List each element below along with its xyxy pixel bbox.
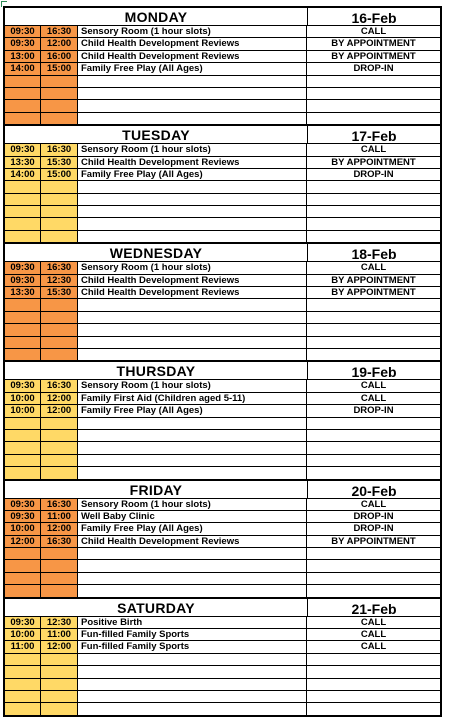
end-time-cell[interactable] <box>41 679 78 690</box>
end-time-cell[interactable] <box>41 666 78 677</box>
start-time-cell[interactable] <box>5 324 41 335</box>
booking-type-cell[interactable] <box>307 194 440 205</box>
day-header <box>5 126 440 144</box>
booking-type-cell[interactable] <box>307 231 440 242</box>
schedule-row <box>5 298 440 310</box>
end-time-cell[interactable]: 11:00 <box>41 629 78 640</box>
activity-cell[interactable] <box>78 442 307 453</box>
start-time-cell[interactable] <box>5 299 41 310</box>
start-time-cell[interactable]: 09:30 <box>5 617 41 628</box>
day-name[interactable]: FRIDAY <box>5 481 308 498</box>
booking-type-cell[interactable]: CALL <box>360 392 387 404</box>
booking-type-cell[interactable] <box>307 560 440 571</box>
schedule-row <box>5 323 440 335</box>
activity-cell[interactable] <box>78 337 307 348</box>
activity-cell[interactable] <box>78 430 307 441</box>
start-time-cell[interactable] <box>5 113 41 124</box>
activity-cell[interactable] <box>78 560 307 571</box>
booking-type-cell[interactable] <box>307 430 440 441</box>
day-block-monday <box>3 6 442 124</box>
start-time-cell[interactable]: 13:00 <box>5 51 41 62</box>
end-time-cell[interactable] <box>41 181 78 192</box>
schedule-row <box>5 702 440 714</box>
start-time-cell[interactable] <box>5 181 41 192</box>
start-time-cell[interactable] <box>5 679 41 690</box>
end-time-cell[interactable] <box>41 703 78 714</box>
end-time-cell[interactable]: 12:00 <box>41 641 78 652</box>
activity-cell[interactable] <box>78 218 307 229</box>
activity-cell[interactable]: Child Health Development Reviews <box>78 287 307 298</box>
end-time-cell[interactable]: 16:30 <box>41 380 78 391</box>
activity-cell[interactable] <box>78 324 307 335</box>
start-time-cell[interactable]: 09:30 <box>5 499 41 510</box>
start-time-cell[interactable] <box>5 585 41 596</box>
schedule-row <box>5 348 440 360</box>
schedule-row <box>5 441 440 453</box>
end-time-cell[interactable] <box>41 337 78 348</box>
start-time-cell[interactable] <box>5 703 41 714</box>
booking-type-cell[interactable]: CALL <box>360 380 387 392</box>
booking-type-cell[interactable] <box>307 585 440 596</box>
day-block-thursday <box>3 360 442 478</box>
end-time-cell[interactable] <box>41 467 78 478</box>
day-block-wednesday <box>3 242 442 360</box>
start-time-cell[interactable]: 12:00 <box>5 536 41 547</box>
schedule-row <box>5 466 440 478</box>
end-time-cell[interactable] <box>41 88 78 99</box>
end-time-cell[interactable] <box>41 560 78 571</box>
schedule-row <box>5 417 440 429</box>
booking-type-cell[interactable] <box>307 100 440 111</box>
booking-type-cell[interactable]: DROP-IN <box>353 523 394 535</box>
day-header <box>5 362 440 380</box>
booking-type-cell[interactable] <box>307 467 440 478</box>
end-time-cell[interactable] <box>41 231 78 242</box>
schedule-row <box>5 205 440 217</box>
start-time-cell[interactable]: 13:30 <box>5 157 41 168</box>
start-time-cell[interactable] <box>5 218 41 229</box>
start-time-cell[interactable] <box>5 548 41 559</box>
booking-type-cell[interactable]: CALL <box>360 26 387 37</box>
schedule-row <box>5 617 440 628</box>
end-time-cell[interactable]: 16:30 <box>41 144 78 155</box>
schedule-row <box>5 678 440 690</box>
day-header <box>5 244 440 262</box>
start-time-cell[interactable] <box>5 206 41 217</box>
day-name[interactable]: MONDAY <box>5 8 308 25</box>
schedule-row <box>5 168 440 180</box>
end-time-cell[interactable]: 16:30 <box>41 536 78 547</box>
schedule-row <box>5 156 440 168</box>
activity-cell[interactable] <box>78 654 307 665</box>
booking-type-cell[interactable]: DROP-IN <box>353 63 394 75</box>
booking-type-cell[interactable] <box>307 418 440 429</box>
booking-type-cell[interactable] <box>307 691 440 702</box>
schedule-row <box>5 99 440 111</box>
end-time-cell[interactable]: 16:30 <box>41 262 78 273</box>
booking-type-cell[interactable] <box>307 349 440 360</box>
booking-type-cell[interactable]: CALL <box>360 641 387 653</box>
end-time-cell[interactable] <box>41 455 78 466</box>
schedule-row <box>5 429 440 441</box>
schedule-row <box>5 87 440 99</box>
activity-cell[interactable]: Sensory Room (1 hour slots) <box>78 26 307 37</box>
schedule-row <box>5 75 440 87</box>
day-date[interactable]: 20-Feb <box>351 482 397 499</box>
activity-cell[interactable] <box>78 573 307 584</box>
start-time-cell[interactable] <box>5 573 41 584</box>
activity-cell[interactable]: Sensory Room (1 hour slots) <box>78 499 307 510</box>
activity-cell[interactable]: Positive Birth <box>78 617 307 628</box>
booking-type-cell[interactable] <box>307 218 440 229</box>
day-header <box>5 599 440 617</box>
schedule-row <box>5 640 440 652</box>
end-time-cell[interactable]: 12:00 <box>41 405 78 416</box>
day-header <box>5 481 440 499</box>
schedule-row <box>5 336 440 348</box>
activity-cell[interactable]: Well Baby Clinic <box>78 511 307 522</box>
start-time-cell[interactable] <box>5 467 41 478</box>
activity-cell[interactable] <box>78 349 307 360</box>
start-time-cell[interactable] <box>5 691 41 702</box>
booking-type-cell[interactable] <box>307 455 440 466</box>
schedule-row <box>5 274 440 286</box>
schedule-sheet <box>3 6 442 717</box>
end-time-cell[interactable] <box>41 194 78 205</box>
start-time-cell[interactable]: 09:30 <box>5 262 41 273</box>
start-time-cell[interactable]: 09:30 <box>5 380 41 391</box>
booking-type-cell[interactable]: BY APPOINTMENT <box>331 274 416 286</box>
activity-cell[interactable]: Child Health Development Reviews <box>78 51 307 62</box>
start-time-cell[interactable]: 09:30 <box>5 275 41 286</box>
day-date[interactable]: 21-Feb <box>351 600 397 617</box>
activity-cell[interactable]: Family Free Play (All Ages) <box>78 405 307 416</box>
booking-type-cell[interactable]: CALL <box>360 629 387 641</box>
start-time-cell[interactable]: 10:00 <box>5 523 41 534</box>
end-time-cell[interactable] <box>41 654 78 665</box>
booking-type-cell[interactable]: DROP-IN <box>353 510 394 522</box>
end-time-cell[interactable]: 15:00 <box>41 63 78 74</box>
booking-type-cell[interactable] <box>307 442 440 453</box>
booking-type-cell[interactable] <box>307 548 440 559</box>
end-time-cell[interactable] <box>41 349 78 360</box>
activity-cell[interactable] <box>78 703 307 714</box>
activity-cell[interactable]: Family Free Play (All Ages) <box>78 523 307 534</box>
activity-cell[interactable] <box>78 548 307 559</box>
start-time-cell[interactable] <box>5 231 41 242</box>
end-time-cell[interactable] <box>41 548 78 559</box>
booking-type-cell[interactable] <box>307 88 440 99</box>
start-time-cell[interactable] <box>5 88 41 99</box>
day-header <box>5 8 440 26</box>
end-time-cell[interactable] <box>41 430 78 441</box>
start-time-cell[interactable]: 09:30 <box>5 144 41 155</box>
start-time-cell[interactable]: 14:00 <box>5 63 41 74</box>
schedule-row <box>5 510 440 522</box>
activity-cell[interactable]: Fun-filled Family Sports <box>78 641 307 652</box>
schedule-row <box>5 217 440 229</box>
end-time-cell[interactable] <box>41 691 78 702</box>
end-time-cell[interactable]: 11:00 <box>41 511 78 522</box>
activity-cell[interactable]: Sensory Room (1 hour slots) <box>78 262 307 273</box>
activity-cell[interactable] <box>78 455 307 466</box>
activity-cell[interactable] <box>78 181 307 192</box>
booking-type-cell[interactable]: BY APPOINTMENT <box>331 50 416 62</box>
schedule-row <box>5 547 440 559</box>
activity-cell[interactable] <box>78 312 307 323</box>
day-date[interactable]: 19-Feb <box>351 364 397 381</box>
start-time-cell[interactable]: 09:30 <box>5 511 41 522</box>
booking-type-cell[interactable]: DROP-IN <box>353 405 394 417</box>
activity-cell[interactable] <box>78 88 307 99</box>
activity-cell[interactable]: Family Free Play (All Ages) <box>78 169 307 180</box>
activity-cell[interactable] <box>78 206 307 217</box>
start-time-cell[interactable] <box>5 666 41 677</box>
end-time-cell[interactable] <box>41 585 78 596</box>
end-time-cell[interactable]: 15:00 <box>41 169 78 180</box>
start-time-cell[interactable] <box>5 430 41 441</box>
end-time-cell[interactable]: 12:00 <box>41 393 78 404</box>
schedule-row <box>5 454 440 466</box>
activity-cell[interactable]: Child Health Development Reviews <box>78 157 307 168</box>
end-time-cell[interactable] <box>41 218 78 229</box>
activity-cell[interactable] <box>78 585 307 596</box>
activity-cell[interactable] <box>78 231 307 242</box>
schedule-row <box>5 180 440 192</box>
booking-type-cell[interactable] <box>307 324 440 335</box>
start-time-cell[interactable]: 10:00 <box>5 405 41 416</box>
activity-cell[interactable]: Child Health Development Reviews <box>78 275 307 286</box>
schedule-row <box>5 522 440 534</box>
activity-cell[interactable]: Sensory Room (1 hour slots) <box>78 144 307 155</box>
booking-type-cell[interactable]: BY APPOINTMENT <box>331 38 416 50</box>
end-time-cell[interactable] <box>41 442 78 453</box>
day-date[interactable]: 18-Feb <box>351 246 397 263</box>
schedule-row <box>5 286 440 298</box>
end-time-cell[interactable] <box>41 418 78 429</box>
start-time-cell[interactable]: 09:30 <box>5 38 41 49</box>
start-time-cell[interactable]: 14:00 <box>5 169 41 180</box>
booking-type-cell[interactable] <box>307 181 440 192</box>
booking-type-cell[interactable] <box>307 679 440 690</box>
booking-type-cell[interactable]: BY APPOINTMENT <box>331 156 416 168</box>
activity-cell[interactable]: Sensory Room (1 hour slots) <box>78 380 307 391</box>
day-block-tuesday <box>3 124 442 242</box>
booking-type-cell[interactable] <box>307 312 440 323</box>
end-time-cell[interactable] <box>41 312 78 323</box>
schedule-row <box>5 193 440 205</box>
activity-cell[interactable] <box>78 691 307 702</box>
booking-type-cell[interactable]: CALL <box>360 262 387 274</box>
start-time-cell[interactable] <box>5 312 41 323</box>
booking-type-cell[interactable]: BY APPOINTMENT <box>331 535 416 547</box>
schedule-row <box>5 559 440 571</box>
booking-type-cell[interactable] <box>307 666 440 677</box>
activity-cell[interactable]: Child Health Development Reviews <box>78 536 307 547</box>
day-date[interactable]: 16-Feb <box>351 10 397 26</box>
schedule-row <box>5 628 440 640</box>
start-time-cell[interactable] <box>5 442 41 453</box>
booking-type-cell[interactable] <box>307 113 440 124</box>
end-time-cell[interactable]: 12:30 <box>41 617 78 628</box>
schedule-row <box>5 26 440 37</box>
activity-cell[interactable]: Family Free Play (All Ages) <box>78 63 307 74</box>
end-time-cell[interactable] <box>41 206 78 217</box>
start-time-cell[interactable] <box>5 100 41 111</box>
day-block-saturday <box>3 597 442 717</box>
schedule-row <box>5 584 440 596</box>
activity-cell[interactable] <box>78 679 307 690</box>
booking-type-cell[interactable]: CALL <box>360 144 387 156</box>
booking-type-cell[interactable]: CALL <box>360 616 387 628</box>
end-time-cell[interactable]: 16:00 <box>41 51 78 62</box>
start-time-cell[interactable]: 09:30 <box>5 26 41 37</box>
activity-cell[interactable]: Child Health Development Reviews <box>78 38 307 49</box>
schedule-row <box>5 37 440 49</box>
activity-cell[interactable]: Family First Aid (Children aged 5-11) <box>78 393 307 404</box>
activity-cell[interactable]: Fun-filled Family Sports <box>78 629 307 640</box>
start-time-cell[interactable] <box>5 654 41 665</box>
end-time-cell[interactable]: 12:30 <box>41 275 78 286</box>
schedule-row <box>5 311 440 323</box>
activity-cell[interactable] <box>78 100 307 111</box>
start-time-cell[interactable] <box>5 560 41 571</box>
end-time-cell[interactable] <box>41 573 78 584</box>
booking-type-cell[interactable] <box>307 337 440 348</box>
end-time-cell[interactable] <box>41 113 78 124</box>
booking-type-cell[interactable] <box>307 573 440 584</box>
schedule-row <box>5 144 440 155</box>
day-block-friday <box>3 479 442 597</box>
schedule-row <box>5 230 440 242</box>
schedule-row <box>5 262 440 273</box>
schedule-row <box>5 112 440 124</box>
end-time-cell[interactable]: 16:30 <box>41 499 78 510</box>
booking-type-cell[interactable] <box>307 703 440 714</box>
schedule-row <box>5 653 440 665</box>
activity-cell[interactable] <box>78 467 307 478</box>
start-time-cell[interactable] <box>5 455 41 466</box>
booking-type-cell[interactable]: BY APPOINTMENT <box>331 287 416 299</box>
activity-cell[interactable] <box>78 299 307 310</box>
end-time-cell[interactable] <box>41 100 78 111</box>
schedule-row <box>5 572 440 584</box>
activity-cell[interactable] <box>78 666 307 677</box>
booking-type-cell[interactable] <box>307 206 440 217</box>
booking-type-cell[interactable] <box>307 76 440 87</box>
end-time-cell[interactable]: 16:30 <box>41 26 78 37</box>
booking-type-cell[interactable] <box>307 299 440 310</box>
activity-cell[interactable] <box>78 194 307 205</box>
booking-type-cell[interactable] <box>307 654 440 665</box>
schedule-row <box>5 392 440 404</box>
schedule-row <box>5 50 440 62</box>
schedule-row <box>5 62 440 74</box>
start-time-cell[interactable] <box>5 76 41 87</box>
end-time-cell[interactable] <box>41 76 78 87</box>
activity-cell[interactable] <box>78 113 307 124</box>
start-time-cell[interactable]: 10:00 <box>5 393 41 404</box>
day-name[interactable]: WEDNESDAY <box>5 244 308 261</box>
activity-cell[interactable] <box>78 418 307 429</box>
day-name[interactable]: THURSDAY <box>5 362 308 379</box>
booking-type-cell[interactable]: DROP-IN <box>353 168 394 180</box>
schedule-row <box>5 690 440 702</box>
start-time-cell[interactable]: 10:00 <box>5 629 41 640</box>
end-time-cell[interactable]: 12:00 <box>41 38 78 49</box>
start-time-cell[interactable] <box>5 337 41 348</box>
activity-cell[interactable] <box>78 76 307 87</box>
end-time-cell[interactable]: 15:30 <box>41 157 78 168</box>
end-time-cell[interactable] <box>41 324 78 335</box>
end-time-cell[interactable] <box>41 299 78 310</box>
schedule-row <box>5 535 440 547</box>
booking-type-cell[interactable]: CALL <box>360 498 387 510</box>
day-name[interactable]: TUESDAY <box>5 126 308 143</box>
start-time-cell[interactable] <box>5 418 41 429</box>
schedule-row <box>5 499 440 510</box>
schedule-row <box>5 404 440 416</box>
start-time-cell[interactable] <box>5 349 41 360</box>
schedule-row <box>5 665 440 677</box>
end-time-cell[interactable]: 12:00 <box>41 523 78 534</box>
day-name[interactable]: SATURDAY <box>5 599 308 616</box>
start-time-cell[interactable]: 13:30 <box>5 287 41 298</box>
start-time-cell[interactable] <box>5 194 41 205</box>
start-time-cell[interactable]: 11:00 <box>5 641 41 652</box>
schedule-row <box>5 380 440 391</box>
end-time-cell[interactable]: 15:30 <box>41 287 78 298</box>
day-date[interactable]: 17-Feb <box>351 128 397 145</box>
